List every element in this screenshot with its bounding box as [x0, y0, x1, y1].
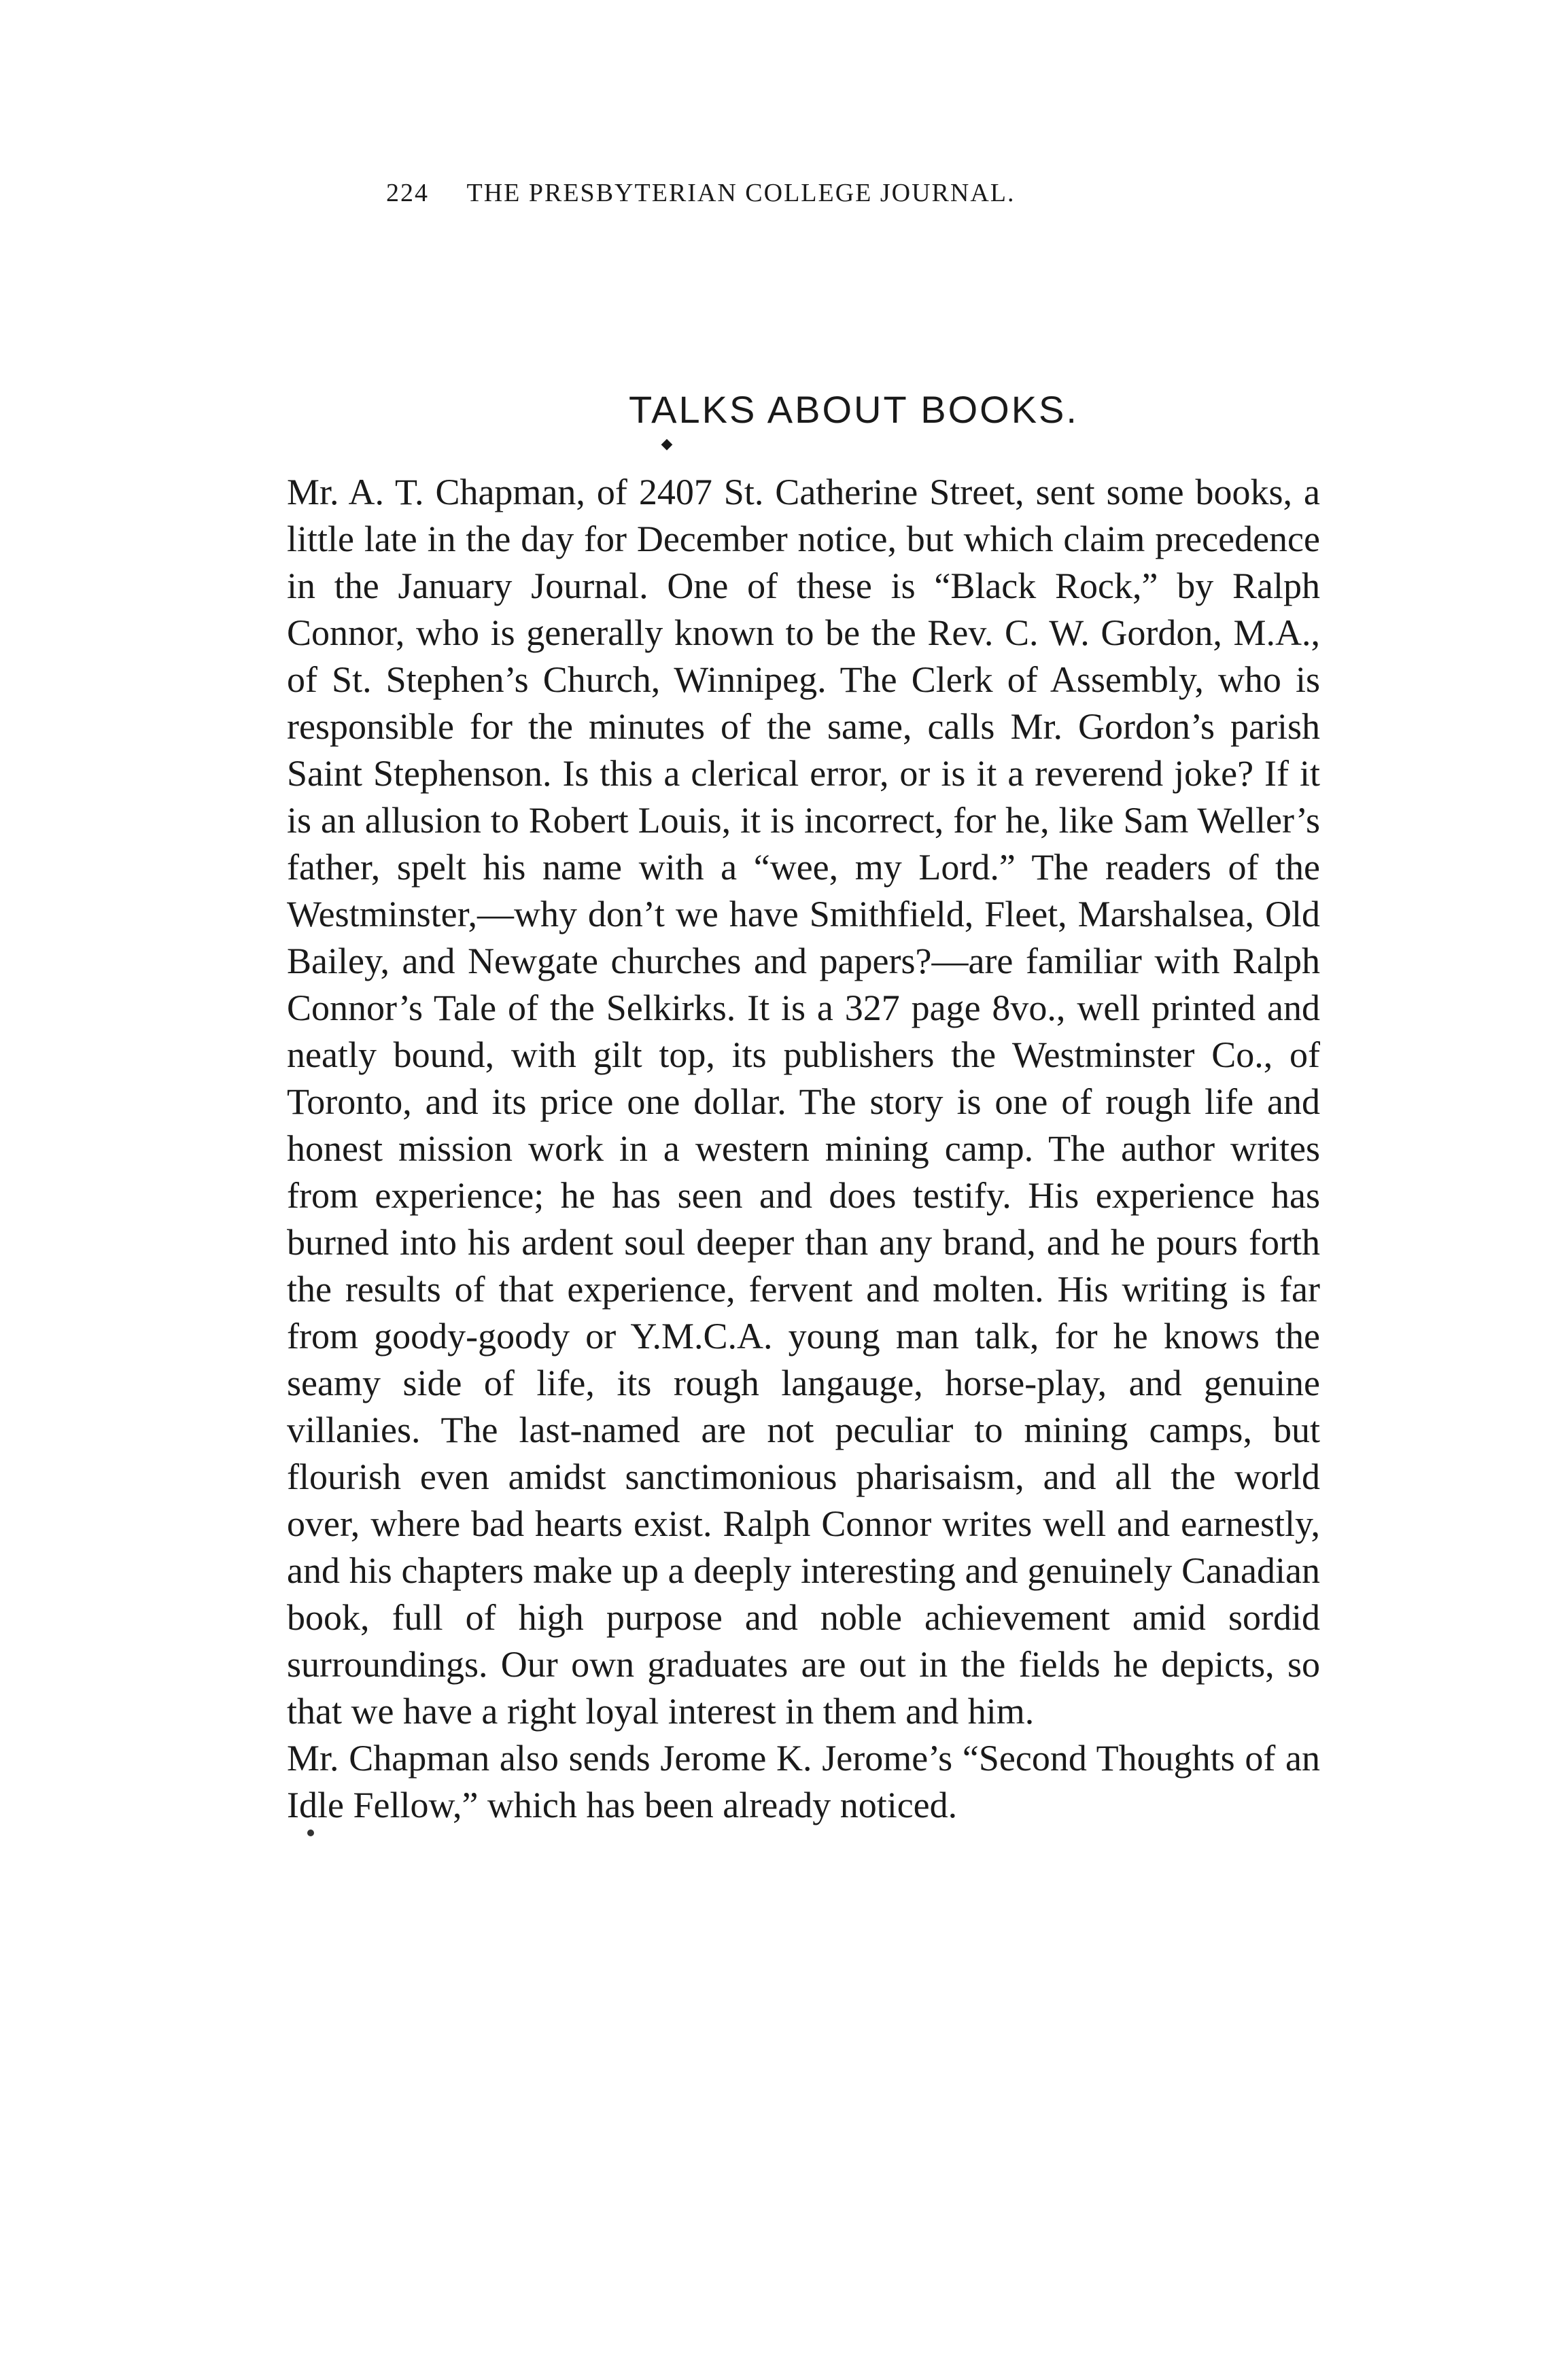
running-head — [386, 178, 1202, 219]
paragraph: Mr. A. T. Chapman, of 2407 St. Catherine Street, sent some books, a little late in the day for December notice, but which claim precedence in the January Journal. One of these is “Black Rock,” by Ralph Connor, who is generally known to be the Rev. C. W. Gordon, M.A., of St. Stephen’s Church, Winnipeg. The Clerk of Assembly, who is responsible for the minutes of the same, calls Mr. Gordon’s parish Saint Stephenson. Is this a clerical error, or is it a reverend joke? If it is an allusion to Robert Louis, it is incorrect, for he, like Sam Weller’s father, spelt his name with a “wee, my Lord.” The readers of the Westminster,—why don’t we have Smithfield, Fleet, Marshalsea, Old Bailey, and Newgate churches and papers?—are familiar with Ralph Connor’s Tale of the Selkirks. It is a 327 page 8vo., well printed and neatly bound, with gilt top, its publishers the Westminster Co., of Toronto, and its price one dollar. The story is one of rough life and honest mission work in a western mining camp. The author writes from experience; he has seen and does testify. His experience has burned into his ardent soul deeper than any brand, and he pours forth the results of that experience, fervent and molten. His writing is far from goody-goody or Y.M.C.A. young man talk, for he knows the seamy side of life, its rough langauge, horse-play, and genuine villanies. The last-named are not peculiar to mining camps, but flourish even amidst sanctimonious pharisaism, and all the world over, where bad hearts exist. Ralph Connor writes well and earnestly, and his chapters make up a deeply interesting and genuinely Canadian book, full of high purpose and noble achievement amid sordid surroundings. Our own graduates are out in the fields he depicts, so that we have a right loyal interest in them and him. — [287, 472, 1320, 1732]
article-body — [287, 469, 1320, 1829]
page-number: 224 — [386, 179, 429, 207]
journal-title: THE PRESBYTERIAN COLLEGE JOURNAL. — [466, 179, 1016, 207]
paragraph: Mr. Chapman also sends Jerome K. Jerome’s “Second Thoughts of an Idle Fellow,” which has been already noticed. — [287, 1738, 1320, 1825]
diamond-ornament-icon: ◆ — [661, 435, 673, 452]
article-title: TALKS ABOUT BOOKS. — [629, 388, 1079, 431]
ink-dot-mark — [307, 1830, 314, 1836]
